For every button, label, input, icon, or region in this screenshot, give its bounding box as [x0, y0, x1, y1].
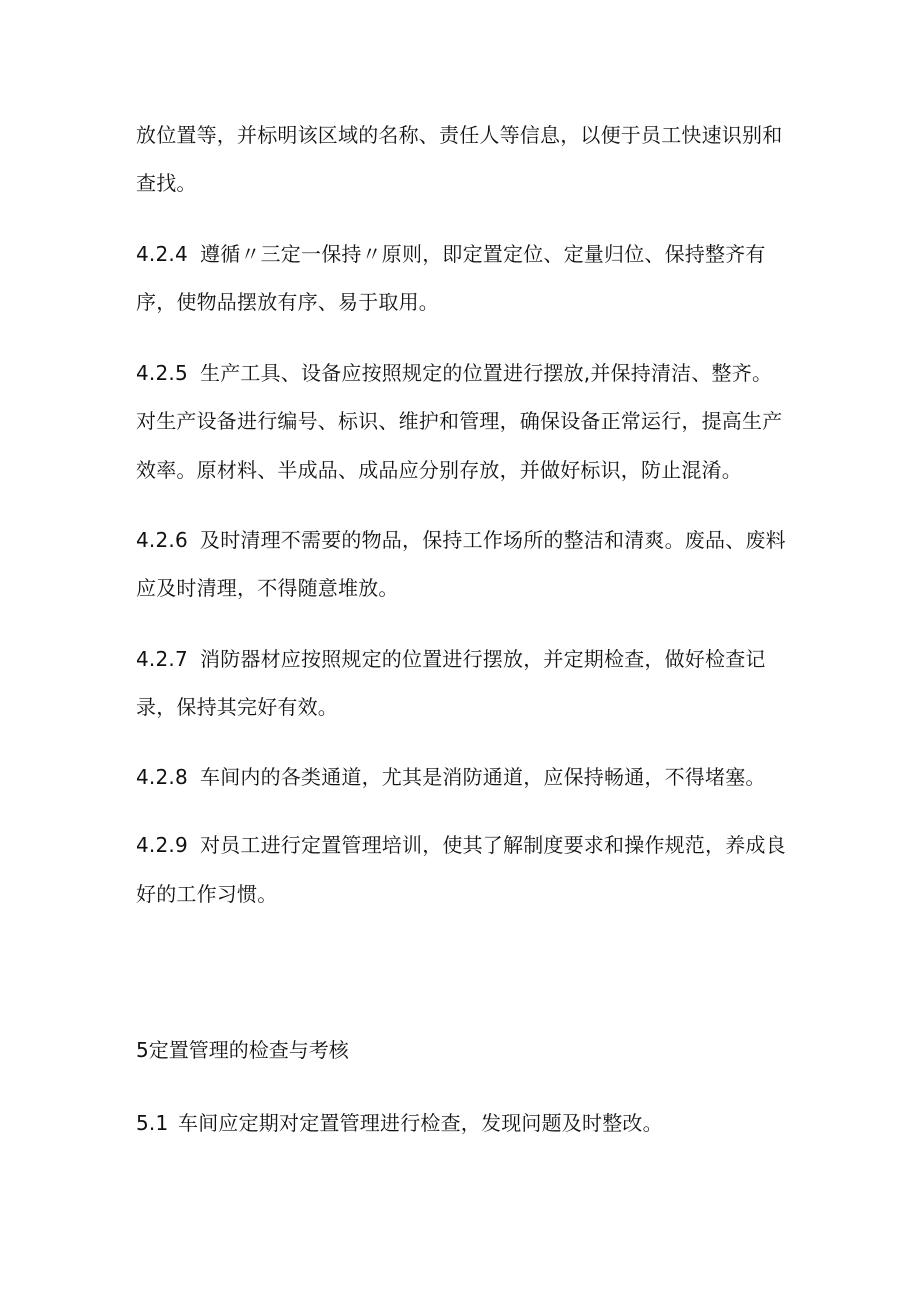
clause-5-1 — [136, 1110, 796, 1136]
paragraph-line: 放位置等，并标明该区域的名称、责任人等信息，以便于员工快速识别和 — [136, 123, 783, 147]
clause-text: 生产工具、设备应按照规定的位置进行摆放,并保持清洁、整齐。 — [200, 361, 773, 385]
clause-4-2-8 — [136, 764, 796, 790]
clause-number: 4.2.6 — [136, 528, 188, 552]
clause-4-2-4 — [136, 241, 796, 267]
section-heading: 5定置管理的检查与考核 — [136, 1038, 349, 1062]
clause-number: 4.2.7 — [136, 647, 188, 671]
paragraph-line: 查找。 — [136, 171, 197, 195]
paragraph-line: 序，使物品摆放有序、易于取用。 — [136, 290, 439, 314]
clause-number: 4.2.9 — [136, 833, 188, 857]
clause-4-2-6 — [136, 527, 796, 553]
paragraph-line: 好的工作习惯。 — [136, 882, 278, 906]
clause-4-2-7 — [136, 646, 796, 672]
paragraph-line: 对生产设备进行编号、标识、维护和管理，确保设备正常运行，提高生产 — [136, 409, 783, 433]
paragraph-line: 应及时清理，不得随意堆放。 — [136, 576, 399, 600]
clause-text: 对员工进行定置管理培训，使其了解制度要求和操作规范，养成良 — [200, 833, 786, 857]
clause-text: 消防器材应按照规定的位置进行摆放，并定期检查，做好检查记 — [200, 647, 766, 671]
clause-number: 4.2.5 — [136, 361, 188, 385]
clause-text: 遵循〃三定一保持〃原则，即定置定位、定量归位、保持整齐有 — [200, 242, 766, 266]
clause-number: 5.1 — [136, 1111, 169, 1135]
clause-text: 车间内的各类通道，尤其是消防通道，应保持畅通，不得堵塞。 — [200, 765, 766, 789]
clause-4-2-5 — [136, 360, 796, 386]
clause-number: 4.2.4 — [136, 242, 188, 266]
clause-4-2-9 — [136, 832, 796, 858]
clause-text: 及时清理不需要的物品，保持工作场所的整洁和清爽。废品、废料 — [200, 528, 786, 552]
clause-text: 车间应定期对定置管理进行检查，发现问题及时整改。 — [178, 1111, 663, 1135]
paragraph-line: 效率。原材料、半成品、成品应分别存放，并做好标识，防止混淆。 — [136, 458, 742, 482]
clause-number: 4.2.8 — [136, 765, 188, 789]
paragraph-line: 录，保持其完好有效。 — [136, 695, 338, 719]
